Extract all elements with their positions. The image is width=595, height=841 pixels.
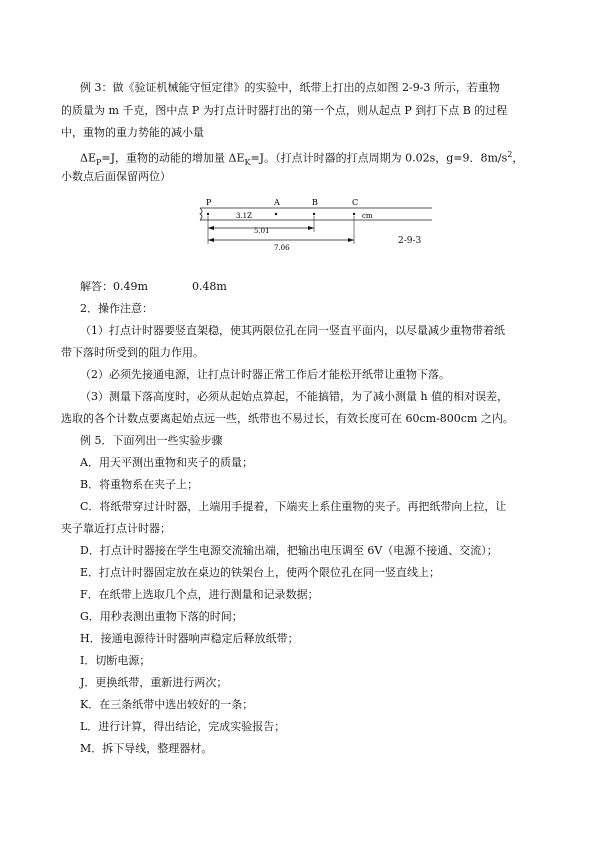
note-2: （2）必须先接通电源，让打点计时器正常工作后才能松开纸带让重物下落。 — [80, 368, 450, 381]
step-i: I．切断电源； — [80, 654, 151, 667]
step-a: A．用天平测出重物和夹子的质量； — [80, 456, 253, 469]
answer-1: 解答：0.49m — [80, 280, 148, 293]
step-m: M．拆下导线，整理器材。 — [80, 742, 213, 755]
point-p — [207, 213, 209, 215]
unit-label: cm — [362, 212, 373, 220]
notes-title: 2．操作注意： — [80, 302, 153, 315]
note-1-line2: 带下落时所受到的阻力作用。 — [61, 346, 204, 359]
period-text: =J。（打点计时器的打点周期为 0.02s，g=9．8m/s — [250, 151, 508, 165]
note-3-line1: （3）测量下落高度时，必须从起始点算起，不能搞错，为了减小测量 h 值的相对误差， — [80, 390, 509, 403]
example3-line5: 小数点后面保留两位） — [61, 170, 171, 183]
step-c-line1: C．将纸带穿过计时器，上端用手提着，下端夹上系住重物的夹子。再把纸带向上拉，让 — [80, 500, 507, 513]
arrow-pb-left — [208, 226, 214, 230]
example3-line4 — [80, 148, 523, 170]
point-c — [353, 213, 355, 215]
step-d: D．打点计时器接在学生电源交流输出端，把输出电压调至 6V（电源不接通、交流）； — [80, 544, 498, 557]
example3-line1: 例 3：做《验证机械能守恒定律》的实验中，纸带上打出的点如图 2-9-3 所示，若重物 — [80, 81, 500, 94]
step-f: F．在纸带上选取几个点，进行测量和记录数据； — [80, 588, 319, 601]
example3-line2: 的质量为 m 千克，图中点 P 为打点计时器打出的第一个点，则从起点 P 到打下点 B 的过程 — [61, 104, 508, 117]
point-b — [313, 213, 315, 215]
ek-subscript: K — [244, 157, 251, 167]
comma-text: ， — [512, 151, 524, 165]
ek-text: =J，重物的动能的增加量 ΔE — [101, 151, 245, 165]
step-j: J．更换纸带，重新进行两次； — [80, 676, 228, 689]
example5-title: 例 5．下面列出一些实验步骤 — [80, 434, 223, 447]
seg-pb-label: 5.01 — [254, 227, 270, 235]
step-l: L．进行计算，得出结论，完成实验报告； — [80, 720, 286, 733]
step-e: E．打点计时器固定放在桌边的铁架台上，使两个限位孔在同一竖直线上； — [80, 566, 441, 579]
figure-caption: 2-9-3 — [398, 236, 422, 246]
note-1-line1: （1）打点计时器要竖直架稳，使其两限位孔在同一竖直平面内，以尽量减少重物带着纸 — [80, 324, 505, 337]
arrow-pc-left — [208, 238, 214, 242]
step-c-line2: 夹子靠近打点计时器； — [61, 522, 171, 535]
example3-line3: 中，重物的重力势能的减小量 — [61, 126, 204, 139]
answer-line — [80, 280, 227, 294]
label-b: B — [312, 198, 318, 207]
label-p: P — [206, 198, 212, 207]
label-c: C — [352, 198, 359, 207]
seg-pa-label: 3.1Z — [236, 212, 252, 220]
delta-ep-symbol: ΔE — [80, 151, 96, 165]
step-h: H．接通电源待计时器响声稳定后释放纸带； — [80, 632, 299, 645]
tape-left-tear — [200, 208, 202, 220]
step-g: G．用秒表测出重物下落的时间； — [80, 610, 243, 623]
paper-tape-figure — [196, 194, 436, 258]
arrow-pb-right — [308, 226, 314, 230]
step-k: K．在三条纸带中选出较好的一条； — [80, 698, 254, 711]
note-3-line2: 选取的各个计数点要离起始点远一些，纸带也不易过长，有效长度可在 60cm-800cm 之内。 — [61, 412, 514, 425]
point-a — [275, 213, 277, 215]
label-a: A — [274, 198, 280, 207]
units-superscript: 2 — [507, 150, 513, 159]
step-b: B．将重物系在夹子上； — [80, 478, 199, 491]
ep-subscript: P — [95, 157, 102, 167]
seg-pc-label: 7.06 — [274, 244, 290, 252]
arrow-pc-right — [348, 238, 354, 242]
answer-2: 0.48m — [191, 280, 227, 293]
